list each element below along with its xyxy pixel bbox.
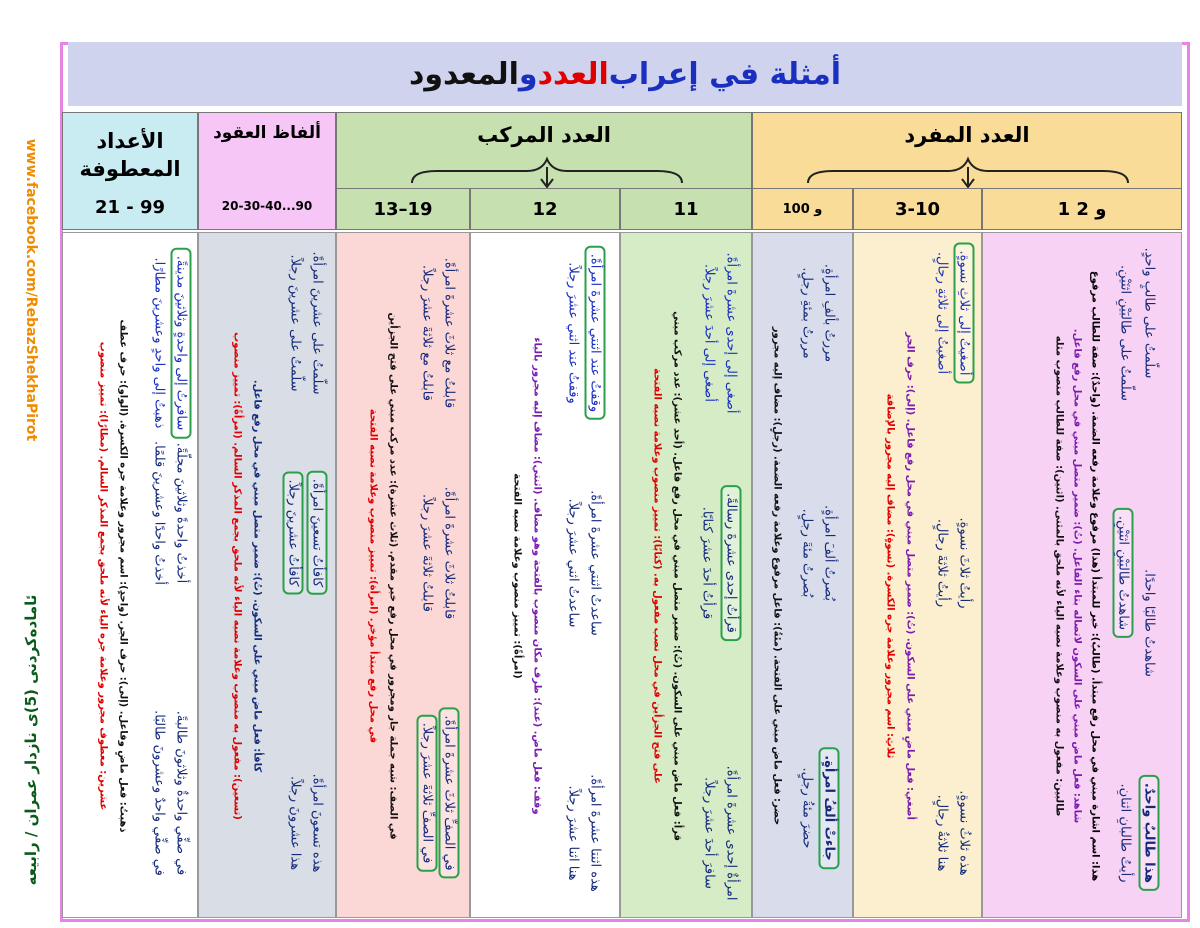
grammar-12-1: وقف: فعل ماض. (عند): ظرف مكان منصوب بالفتحة وهو مضاف. (اثنتي): مضاف إليه مجرور بالياء — [531, 337, 543, 815]
header-12 — [470, 188, 620, 230]
example-12-4: ساعدتُ اثني عشرَ رجلاً. — [565, 498, 581, 628]
example-12-5: وقفتُ عند اثنتي عشرةَ امرأةً. — [585, 246, 606, 420]
example-13-19-1: في الصفِّ ثلاثَ عشرةَ امرأةً. — [439, 707, 460, 878]
example-uqud-3: كافأتُ تسعينَ امرأةً. — [307, 471, 328, 595]
grammar-matuf-1: ذهبتُ: فعل ماضٍ وفاعل. (إلى): حرف الجر. (واحدٍ): اسم مجرور وعلامة جره الكسرة. (الواو): حرف عطف — [117, 319, 129, 833]
header-uqud — [198, 112, 336, 230]
example-11-6: أصغى إلى أحدَ عشرَ رجلاً. — [701, 264, 717, 402]
grammar-11-2: على فتح الجزأين في محل نصب مفعول به. (كتابًا): تمييز منصوب وعلامة نصبه الفتحة — [651, 368, 663, 784]
header-murakkab-title: العدد المركب — [477, 123, 611, 147]
grammar-uqud-1: كافأ: فعل ماض مبني على السكون. (تُ): ضمير متصل مبني في محل رفع فاعل. — [251, 379, 263, 773]
header-matuf-title: الأعداد المعطوفة — [79, 129, 181, 181]
example-12-3: ساعدتُ اثنتي عشرةَ امرأةً. — [587, 490, 603, 636]
grammar-3-10-2: ثلاثِ: اسم مجرور وعلامة جره الكسرة. (نسوةٍ): مضاف إليه مجرور بالإضافة — [884, 393, 896, 759]
example-3-10-2: هنا ثلاثةُ رجالٍ. — [934, 794, 950, 872]
column-uqud — [198, 232, 336, 918]
column-matuf — [62, 232, 198, 918]
example-matuf-5: سافرتُ إلى واحدةٍ وثلاثينَ مدينةً. — [171, 248, 192, 439]
page-title — [68, 42, 1182, 106]
example-11-4: قرأتُ أحدَ عشرَ كتابًا. — [699, 506, 715, 620]
facebook-url — [6, 70, 56, 510]
header-uqud-range: 20-30-40...90 — [221, 199, 313, 213]
header-13-19-label: 13–19 — [373, 198, 433, 220]
column-1-2 — [982, 232, 1182, 918]
example-3-10-4: رأيتُ ثلاثةَ رجالٍ. — [934, 518, 950, 608]
example-matuf-2: في صفِّي واحدٌ وعشرونَ طالبًا. — [151, 710, 167, 876]
title-part-2: العدد — [537, 56, 609, 92]
grammar-3-10-1: أصغي: فعل ماضٍ مبني على السكون. (تُ): ضمير متصل مبني في محل رفع فاعل. (إلى): حرف الجر — [904, 332, 916, 820]
header-100 — [752, 188, 853, 230]
header-3-10 — [853, 188, 982, 230]
example-1-2-2: رأيتُ طالبانِ اثنانِ. — [1117, 783, 1133, 883]
column-13-19 — [336, 232, 470, 918]
example-11-2: سافرَ أحدَ عشرَ رجلاً. — [701, 777, 717, 889]
example-3-10-1: هذه ثلاثُ نسوةٍ. — [956, 790, 972, 876]
brace-murakkab-icon — [407, 153, 687, 193]
example-matuf-1: في صفِّي واحدةٌ وثلاثونَ طالبةً. — [173, 710, 189, 876]
grammar-12-2: (امرأةً): تمييز منصوب وعلامة نصبه الفتحة — [511, 473, 523, 679]
example-100-6: مررتُ بمئةِ رجلٍ. — [799, 267, 815, 359]
grammar-13-19-2: في محل رفع مبتدأ مؤخر. (امرأة): تمييز منصوب وعلامة نصبه الفتحة — [367, 408, 379, 744]
grammar-100: حضر: فعل ماض مبني على الفتحة. (مئةُ): فاعل مرفوع وعلامة رفعه الضمة. (رجلٍ): مضاف إليه مجرور — [771, 326, 783, 826]
header-100-label: 100 و — [782, 201, 823, 217]
header-mufrad-title: العدد المفرد — [904, 123, 1030, 147]
example-uqud-5: سلّمتُ على عشرينَ امرأةً. — [309, 251, 325, 395]
example-1-2-6: سلّمتُ على طالبَيْنِ اثنَيْنِ. — [1117, 265, 1133, 401]
grammar-1-2-1: هذا: اسم اشارة مبني في محل رفع مبتدأ. (طالبٌ): خبر للمبتدأ (هذا) مرفوع وعلامة رفعه الضمة. (واحدٌ): صفة للطالب مرفوع — [1089, 270, 1101, 882]
example-13-19-3: قابلتُ ثلاثَ عشرةَ امرأةً. — [441, 486, 457, 620]
header-1-2-label: 1 و 2 — [1057, 198, 1107, 220]
author-credit — [6, 560, 56, 920]
column-12 — [470, 232, 620, 918]
example-11-5: أصغى إلى إحدى عشرةَ امرأةً. — [723, 252, 739, 414]
header-13-19 — [336, 188, 470, 230]
example-11-1: امرأةٌ إحدى عشرةَ امرأةً. — [723, 765, 739, 901]
example-uqud-1: هذه تسعونَ امرأةً. — [309, 773, 325, 873]
example-13-19-4: قابلتُ ثلاثةَ عشرَ رجلاً. — [419, 494, 435, 612]
example-100-1: جاءتْ ألفُ امرأةٍ. — [819, 747, 840, 869]
example-1-2-3: شاهدتُ طالبًا واحدًا. — [1141, 569, 1157, 677]
grammar-uqud-2: (تسعين): مفعول به منصوب وعلامة نصبه الياء لأنه ملحق بجمع المذكر السالم. (امرأةً): تمييز منصوب — [231, 332, 243, 820]
author-credit-text: ئامادەکردنی (5)ی نازدار عمران / رابیعه — [22, 594, 40, 886]
example-matuf-6: ذهبتُ إلى واحدٍ وعشرينَ مطارًا. — [151, 257, 167, 429]
example-100-2: حضرَ مئةُ رجلٍ. — [799, 767, 815, 849]
title-part-1: أمثلة في إعراب — [608, 56, 842, 92]
column-100 — [752, 232, 853, 918]
example-uqud-6: سلّمتُ على عشرينَ رجلاً. — [287, 254, 303, 392]
grammar-13-19-1: في الصف: شبه جملة جار ومجرور في محل رفع خبر مقدم. (ثلاث عشرة): عدد مركب مبني على فتح الجزأين — [387, 312, 399, 840]
header-uqud-title: ألفاظ العقود — [213, 123, 321, 143]
example-3-10-6: أصغيتُ إلى ثلاثةِ رجالٍ. — [934, 251, 950, 375]
example-1-2-1: هذا طالبٌ واحدٌ. — [1139, 775, 1160, 891]
example-13-19-2: في الصفِّ ثلاثةَ عشرَ رجلاً. — [417, 715, 438, 872]
header-1-2 — [982, 188, 1182, 230]
title-part-4: المعدود — [408, 56, 519, 92]
brace-mufrad-icon — [803, 153, 1133, 193]
header-12-label: 12 — [532, 198, 558, 220]
example-3-10-5: أصغيتُ إلى ثلاثِ نسوةٍ. — [954, 243, 975, 384]
header-3-10-label: 3-10 — [894, 198, 941, 220]
header-matuf — [62, 112, 198, 230]
example-12-6: وقفتُ عند اثني عشرَ رجلاً. — [565, 262, 581, 404]
example-matuf-3: أخذتُ واحدةً وثلاثينَ مجلّةً. — [173, 442, 189, 584]
example-1-2-4: شاهدتُ طالبَيْنِ اثنَيْنِ. — [1113, 508, 1134, 638]
example-matuf-4: أخذتُ واحدًا وعشرينَ قلمًا. — [151, 441, 167, 585]
example-12-1: هذه اثنتا عشرةَ امرأةً. — [587, 774, 603, 892]
example-100-3: بُصرتُ ألفَ امرأةٍ. — [821, 505, 837, 601]
example-100-4: بُصرتُ مئةَ رجلٍ. — [799, 508, 815, 598]
example-12-2: هنا اثنا عشرَ رجلاً. — [565, 785, 581, 881]
example-13-19-5: قابلتُ مع ثلاثَ عشرةَ امرأةً. — [441, 257, 457, 409]
title-part-3: و — [518, 56, 538, 92]
example-100-5: مررتُ بألفِ امرأةٍ. — [821, 263, 837, 363]
example-uqud-4: كافأتُ عشرينَ رجلاً. — [283, 471, 304, 594]
header-11 — [620, 188, 752, 230]
column-11 — [620, 232, 752, 918]
facebook-url-text: www.facebook.com/RebazShekhaPirot — [23, 138, 39, 442]
header-matuf-range: 21 - 99 — [94, 197, 166, 218]
grammar-matuf-2: عشرين: معطوف مجرور وعلامة جره الياء لأنه ملحق بجمع المذكر السالم. (مطارًا): تمييز منصوب — [97, 341, 109, 811]
grammar-11-1: قرأ: فعل ماض مبني على السكون. (تُ): ضمير متصل مبني في محل رفع فاعل. (أحد عشر): عدد مركب مبني — [671, 311, 683, 841]
example-3-10-3: رأيتُ ثلاثَ نسوةٍ. — [956, 517, 972, 609]
grammar-1-2-3: طالبين: مفعول به منصوب وعلامة نصبه الياء لأنه ملحق بالمثنى. (اثنين): صفة للطالب منصوب مثله — [1053, 335, 1065, 817]
example-1-2-5: سلّمتُ على طالبٍ واحدٍ. — [1141, 247, 1157, 379]
header-11-label: 11 — [673, 198, 699, 220]
grammar-1-2-2: شاهد: فعل ماض مبني على السكون لاتصاله بتاء الفاعل. (تُ): ضمير متصل مبني في محل رفع فاعل. — [1071, 328, 1083, 824]
example-uqud-2: هذا عشرونَ رجلاً. — [287, 775, 303, 871]
example-13-19-6: قابلتُ مع ثلاثةَ عشرَ رجلاً. — [419, 265, 435, 401]
example-11-3: قرأتُ إحدى عشرةَ رسالةً. — [721, 485, 742, 641]
column-3-10 — [853, 232, 982, 918]
